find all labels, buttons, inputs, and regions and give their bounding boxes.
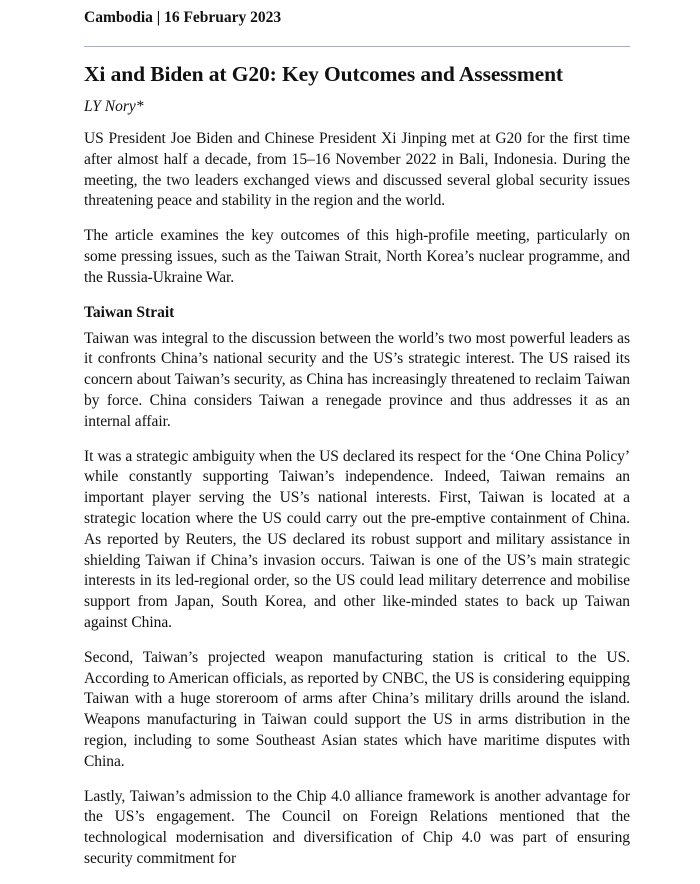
body-paragraph: Taiwan was integral to the discussion between the world’s two most powerful leaders as it confronts China’s national security and the US’s strategic interest. The US raised its concern about Taiwan’s security, as China has increasingly threatened to reclaim Taiwan by force. China considers Taiwan a renegade province and thus addresses it as an internal affair. xyxy=(84,329,630,430)
body-paragraph: Second, Taiwan’s projected weapon manufacturing station is critical to the US. According to American officials, as reported by CNBC, the US is considering equipping Taiwan with a huge storeroom of arms after China’s military drills around the island. Weapons manufacturing in Taiwan could support the US in arms distribution in the region, including to some Southeast Asian states which have maritime disputes with China. xyxy=(84,648,630,770)
intro-paragraph-1: US President Joe Biden and Chinese President Xi Jinping met at G20 for the first time after almost half a decade, from 15–16 November 2022 in Bali, Indonesia. During the meeting, the two leaders exchanged views and discussed several global security issues threatening peace and stability in the region and the world. xyxy=(84,130,630,210)
body-paragraph: It was a strategic ambiguity when the US declared its respect for the ‘One China Policy’ while constantly supporting Taiwan’s independence. Indeed, Taiwan remains an important player serving the US’s national interests. First, Taiwan is located at a strategic location where the US could carry out the pre-emptive containment of China. As reported by Reuters, the US declared its robust support and military assistance in shielding Taiwan if China’s invasion occurs. Taiwan is one of the US’s main strategic interests in its led-regional order, so the US could lead military deterrence and mobilise support from Japan, South Korea, and other like-minded states to back up Taiwan against China. xyxy=(84,447,630,631)
header-divider xyxy=(84,46,630,47)
intro-paragraph-2: The article examines the key outcomes of this high-profile meeting, particularly on some pressing issues, such as the Taiwan Strait, North Korea’s nuclear programme, and the Russia-Ukraine War. xyxy=(84,227,630,286)
body-paragraph: Lastly, Taiwan’s admission to the Chip 4.0 alliance framework is another advantage for the US’s engagement. The Council on Foreign Relations mentioned that the technological modernisation and diversification of Chip 4.0 was part of ensuring security commitment for xyxy=(84,787,630,867)
article-title: Xi and Biden at G20: Key Outcomes and Assessment xyxy=(84,62,563,86)
section-heading: Taiwan Strait xyxy=(84,303,175,321)
country-date-header: Cambodia | 16 February 2023 xyxy=(84,9,282,26)
article-author: LY Nory* xyxy=(84,98,144,115)
section-taiwan-strait xyxy=(84,303,630,870)
document-page xyxy=(84,0,630,884)
